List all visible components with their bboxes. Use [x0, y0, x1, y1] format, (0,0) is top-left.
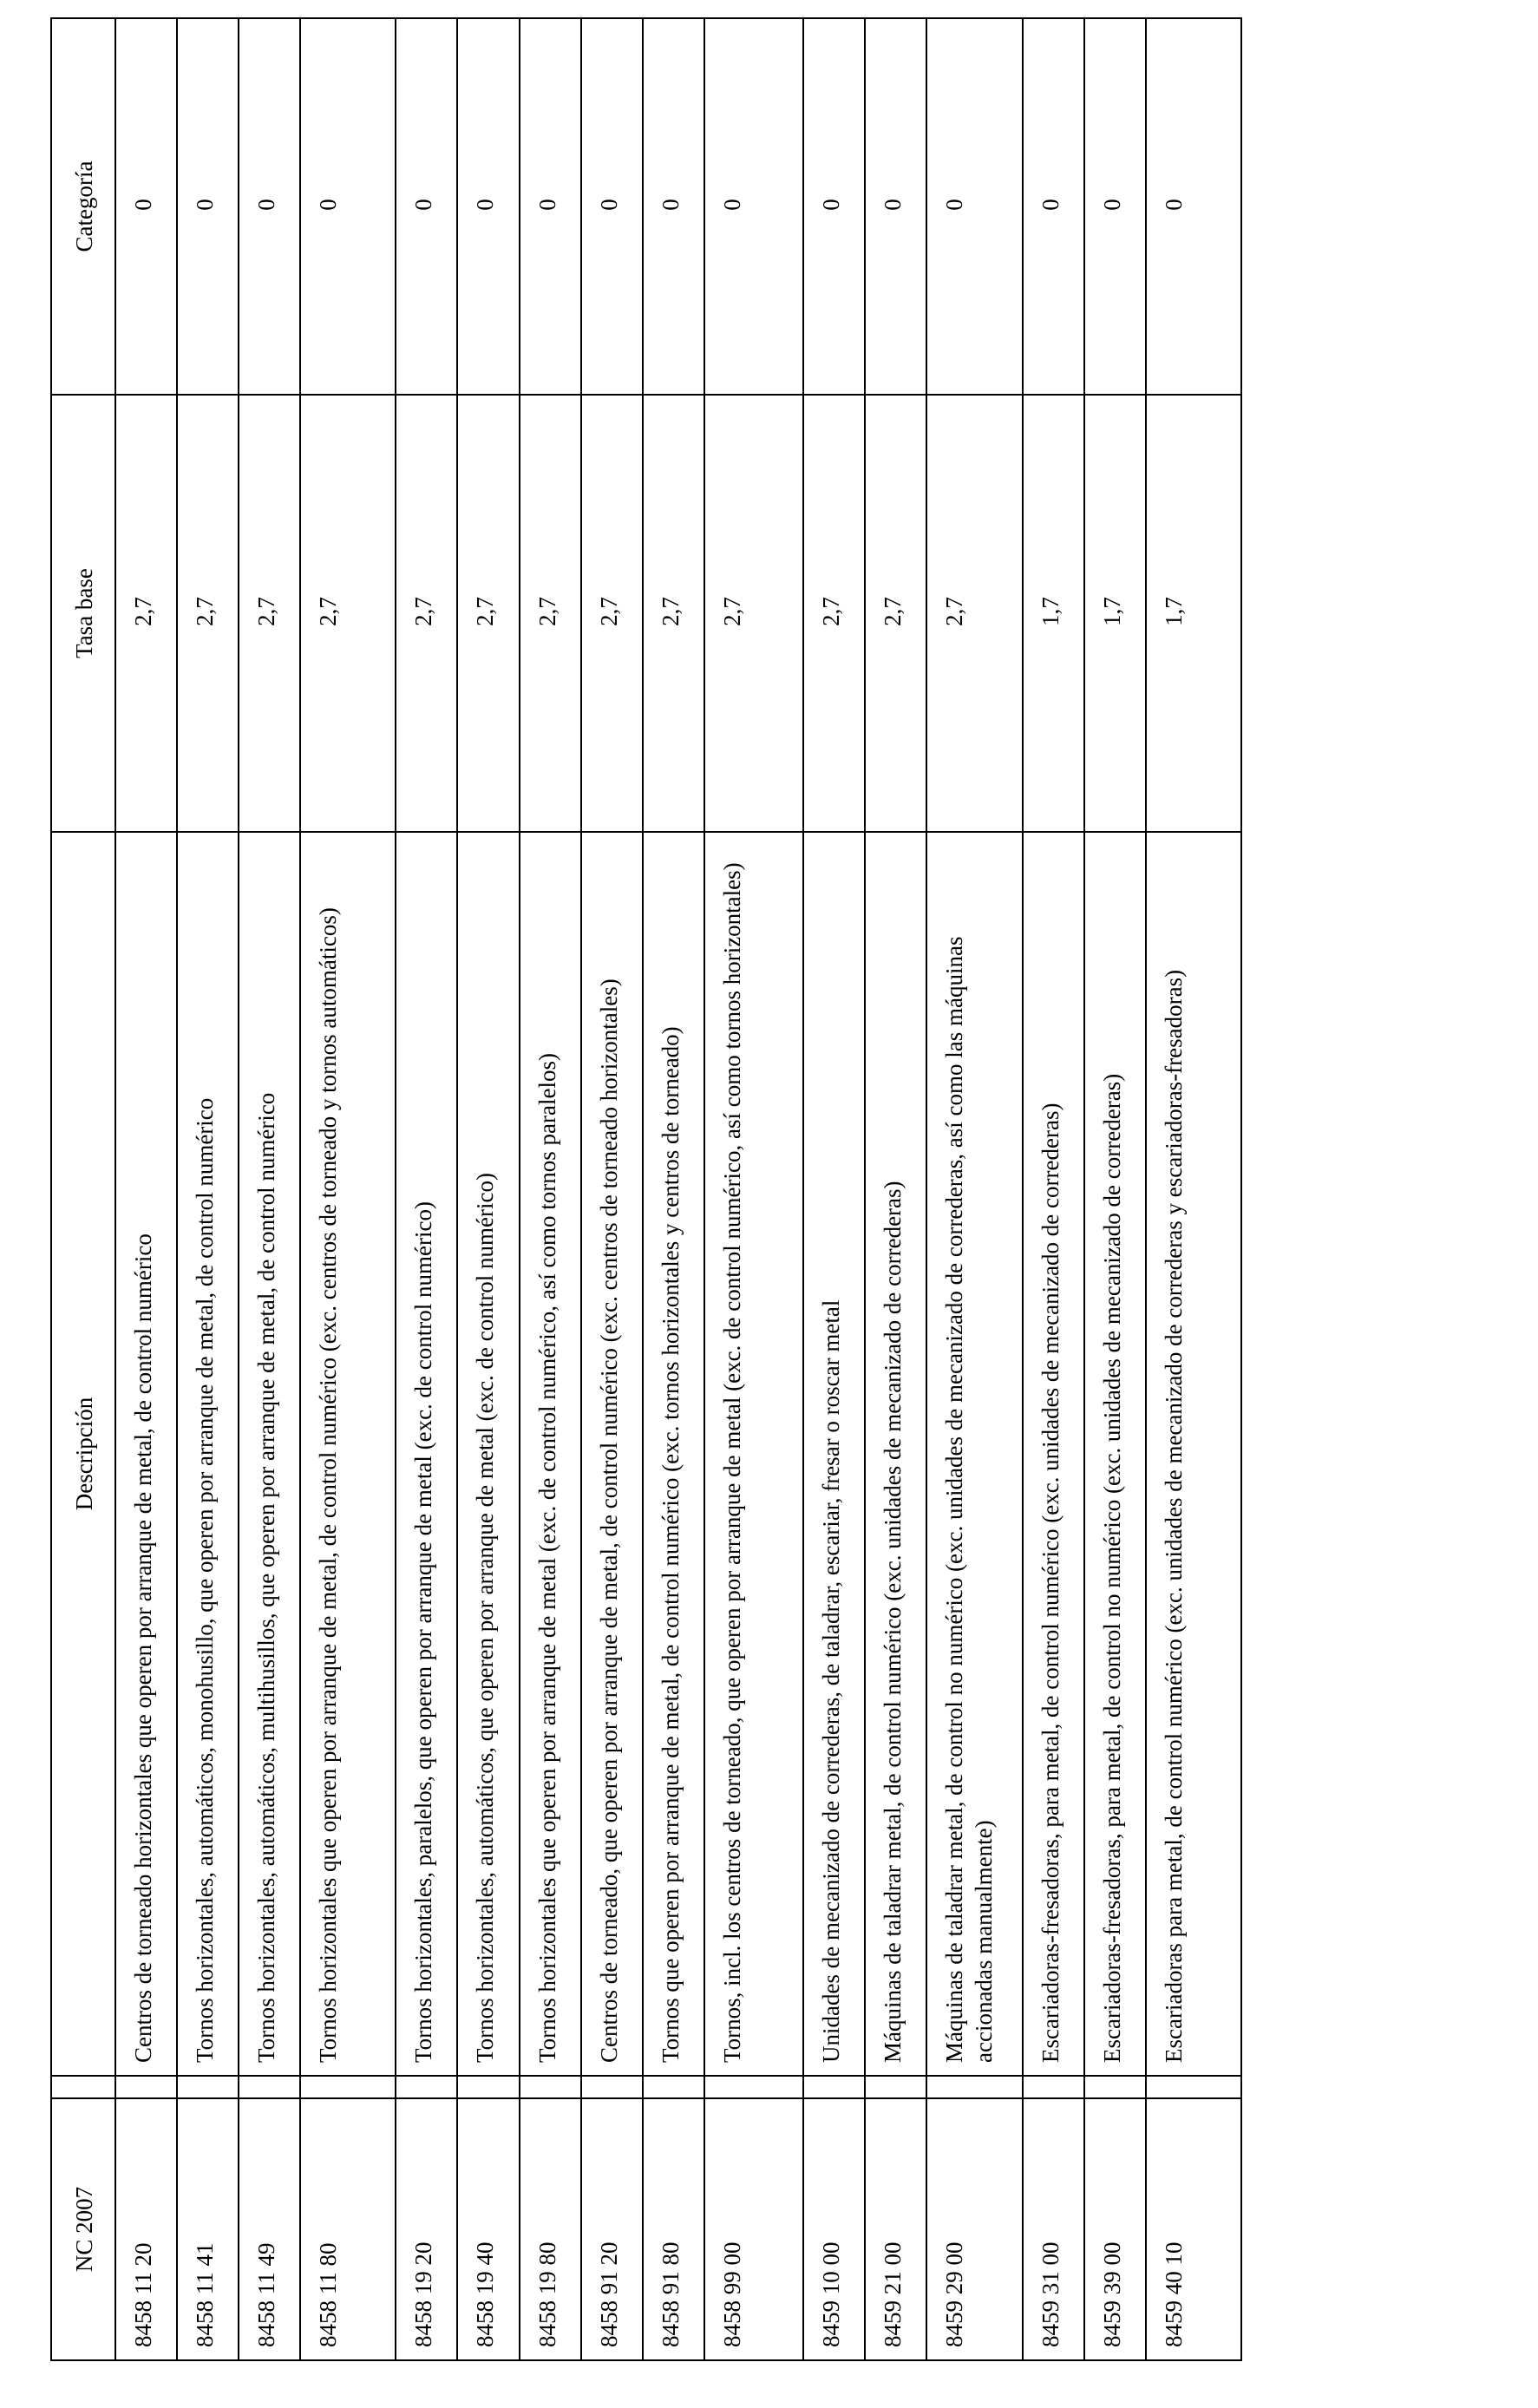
cell-code: 8459 21 00: [865, 2098, 926, 2360]
cell-base-rate: 2,7: [643, 395, 704, 832]
cell-spacer: [457, 2076, 519, 2098]
cell-category: 0: [300, 18, 396, 395]
cell-code: 8458 19 40: [457, 2098, 519, 2360]
cell-base-rate: 2,7: [704, 395, 804, 832]
table-row: [300, 18, 396, 2360]
cell-base-rate: 2,7: [115, 395, 177, 832]
cell-description: Unidades de mecanizado de correderas, de taladrar, escariar, fresar o roscar metal: [803, 832, 865, 2076]
cell-category: 0: [865, 18, 926, 395]
cell-code: 8458 91 80: [643, 2098, 704, 2360]
cell-description: Centros de torneado horizontales que operen por arranque de metal, de control numérico: [115, 832, 177, 2076]
table-row: [457, 18, 519, 2360]
table-row: [1146, 18, 1241, 2360]
header-spacer: [51, 2076, 115, 2098]
cell-category: 0: [520, 18, 581, 395]
header-code: NC 2007: [51, 2098, 115, 2360]
cell-description: Escariadoras-fresadoras, para metal, de control no numérico (exc. unidades de mecanizado de correderas): [1084, 832, 1146, 2076]
cell-base-rate: 2,7: [396, 395, 457, 832]
cell-base-rate: 2,7: [581, 395, 643, 832]
table-row: [239, 18, 300, 2360]
cell-base-rate: 1,7: [1084, 395, 1146, 832]
cell-description: Tornos horizontales que operen por arranque de metal (exc. de control numérico, así como tornos paralelos): [520, 832, 581, 2076]
cell-base-rate: 2,7: [520, 395, 581, 832]
table-row: [803, 18, 865, 2360]
cell-code: 8458 19 80: [520, 2098, 581, 2360]
cell-spacer: [926, 2076, 1022, 2098]
cell-code: 8459 31 00: [1023, 2098, 1084, 2360]
cell-code: 8458 99 00: [704, 2098, 804, 2360]
cell-description: Tornos, incl. los centros de torneado, que operen por arranque de metal (exc. de control numérico, así como tornos horizontales): [704, 832, 804, 2076]
cell-description: Tornos horizontales, paralelos, que operen por arranque de metal (exc. de control numérico): [396, 832, 457, 2076]
cell-base-rate: 2,7: [457, 395, 519, 832]
cell-spacer: [1146, 2076, 1241, 2098]
cell-code: 8458 91 20: [581, 2098, 643, 2360]
cell-spacer: [643, 2076, 704, 2098]
cell-base-rate: 2,7: [239, 395, 300, 832]
cell-description: Escariadoras-fresadoras, para metal, de control numérico (exc. unidades de mecanizado de correderas): [1023, 832, 1084, 2076]
cell-code: 8459 10 00: [803, 2098, 865, 2360]
table-row: [926, 18, 1022, 2360]
cell-description: Tornos horizontales que operen por arranque de metal, de control numérico (exc. centros de torneado y tornos automáticos): [300, 832, 396, 2076]
cell-spacer: [803, 2076, 865, 2098]
table-row: [1023, 18, 1084, 2360]
table-row: [177, 18, 239, 2360]
cell-description: Centros de torneado, que operen por arranque de metal, de control numérico (exc. centros de torneado horizontales): [581, 832, 643, 2076]
cell-category: 0: [581, 18, 643, 395]
cell-base-rate: 2,7: [926, 395, 1022, 832]
cell-code: 8459 29 00: [926, 2098, 1022, 2360]
table-row: [1084, 18, 1146, 2360]
cell-spacer: [865, 2076, 926, 2098]
rotated-table-frame: [50, 19, 1242, 2361]
cell-category: 0: [457, 18, 519, 395]
cell-description: Máquinas de taladrar metal, de control numérico (exc. unidades de mecanizado de correderas): [865, 832, 926, 2076]
cell-category: 0: [1023, 18, 1084, 395]
tariff-table: [50, 17, 1242, 2361]
header-base-rate: Tasa base: [51, 395, 115, 832]
cell-category: 0: [643, 18, 704, 395]
cell-spacer: [239, 2076, 300, 2098]
cell-spacer: [177, 2076, 239, 2098]
cell-base-rate: 2,7: [865, 395, 926, 832]
cell-code: 8458 11 41: [177, 2098, 239, 2360]
table-row: [581, 18, 643, 2360]
cell-spacer: [1023, 2076, 1084, 2098]
cell-category: 0: [396, 18, 457, 395]
table-row: [704, 18, 804, 2360]
cell-category: 0: [704, 18, 804, 395]
cell-category: 0: [1084, 18, 1146, 395]
cell-spacer: [581, 2076, 643, 2098]
cell-base-rate: 2,7: [803, 395, 865, 832]
cell-spacer: [396, 2076, 457, 2098]
cell-description: Máquinas de taladrar metal, de control no numérico (exc. unidades de mecanizado de correderas, así como las máquinas accionadas manualmente): [926, 832, 1022, 2076]
cell-description: Tornos horizontales, automáticos, monohusillo, que operen por arranque de metal, de control numérico: [177, 832, 239, 2076]
cell-base-rate: 2,7: [177, 395, 239, 832]
cell-category: 0: [177, 18, 239, 395]
cell-description: Tornos horizontales, automáticos, multihusillos, que operen por arranque de metal, de control numérico: [239, 832, 300, 2076]
cell-code: 8458 19 20: [396, 2098, 457, 2360]
cell-code: 8458 11 80: [300, 2098, 396, 2360]
cell-spacer: [704, 2076, 804, 2098]
cell-code: 8458 11 20: [115, 2098, 177, 2360]
cell-code: 8459 39 00: [1084, 2098, 1146, 2360]
cell-description: Tornos horizontales, automáticos, que operen por arranque de metal (exc. de control numérico): [457, 832, 519, 2076]
table-row: [520, 18, 581, 2360]
cell-description: Escariadoras para metal, de control numérico (exc. unidades de mecanizado de correderas y escariadoras-fresadoras): [1146, 832, 1241, 2076]
cell-category: 0: [926, 18, 1022, 395]
table-row: [396, 18, 457, 2360]
cell-description: Tornos que operen por arranque de metal, de control numérico (exc. tornos horizontales y centros de torneado): [643, 832, 704, 2076]
header-row: [51, 18, 115, 2360]
table-row: [115, 18, 177, 2360]
cell-category: 0: [115, 18, 177, 395]
cell-category: 0: [1146, 18, 1241, 395]
header-description: Descripción: [51, 832, 115, 2076]
cell-spacer: [300, 2076, 396, 2098]
cell-base-rate: 1,7: [1023, 395, 1084, 832]
header-category: Categoría: [51, 18, 115, 395]
table-row: [643, 18, 704, 2360]
cell-spacer: [1084, 2076, 1146, 2098]
table-row: [865, 18, 926, 2360]
cell-base-rate: 2,7: [300, 395, 396, 832]
cell-code: 8458 11 49: [239, 2098, 300, 2360]
cell-category: 0: [803, 18, 865, 395]
cell-code: 8459 40 10: [1146, 2098, 1241, 2360]
cell-spacer: [115, 2076, 177, 2098]
cell-spacer: [520, 2076, 581, 2098]
cell-base-rate: 1,7: [1146, 395, 1241, 832]
cell-category: 0: [239, 18, 300, 395]
